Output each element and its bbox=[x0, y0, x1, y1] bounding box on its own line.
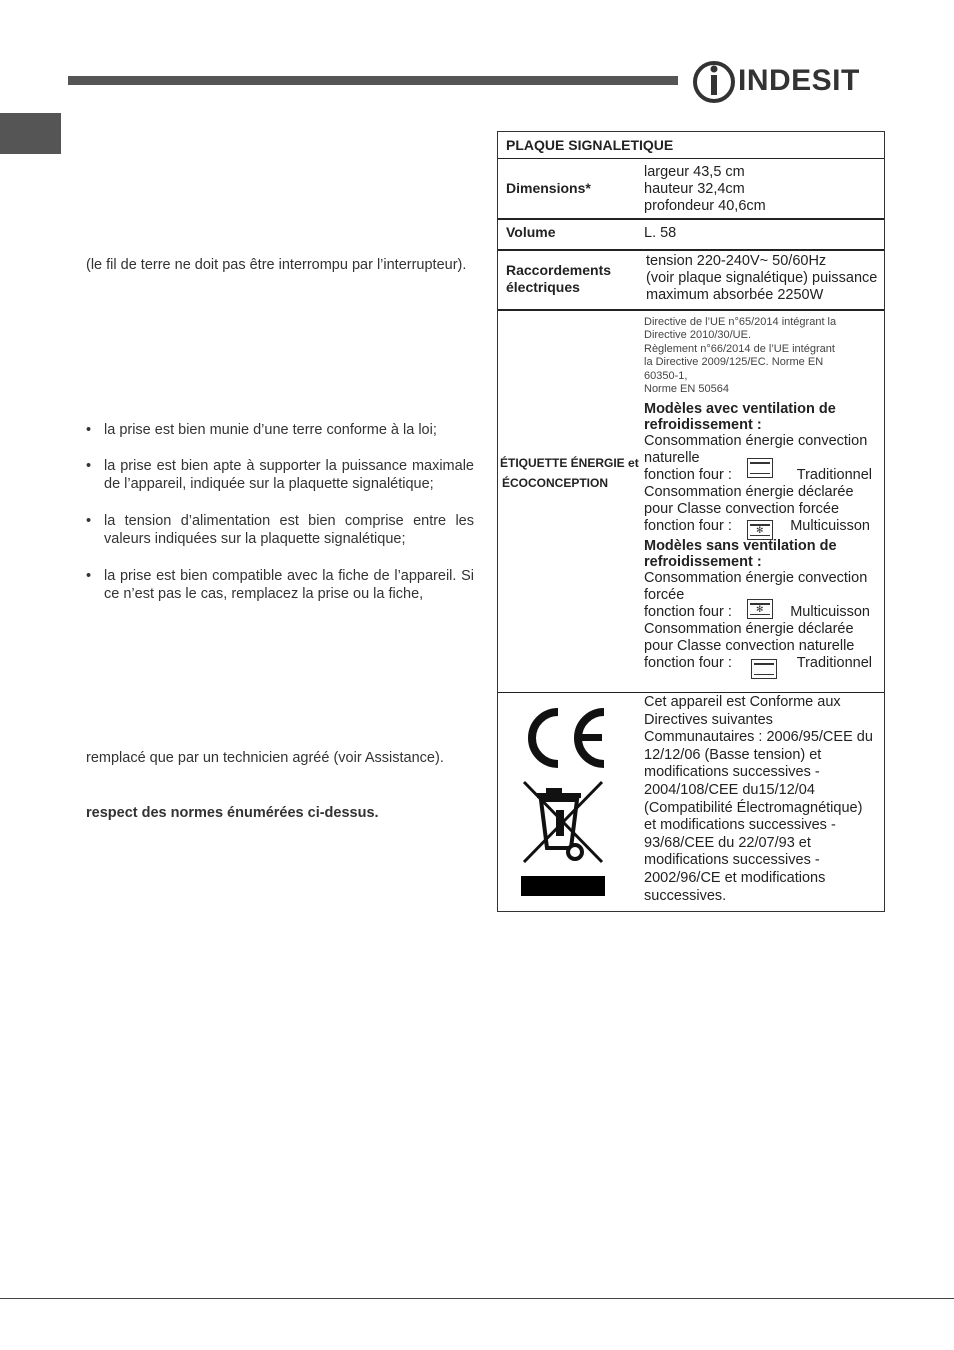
volume-label: Volume bbox=[506, 224, 556, 240]
check-item: • la prise est bien munie d’une terre conforme à la loi; bbox=[86, 421, 474, 439]
header-rule bbox=[68, 76, 678, 85]
check-item: • la prise est bien apte à supporter la puissance maximale de l’appareil, indiquée sur la plaquette signalétique; bbox=[86, 458, 474, 492]
oven-fan-icon: ✻ bbox=[747, 520, 773, 540]
dimensions-label: Dimensions* bbox=[506, 180, 591, 196]
dimensions-values: largeur 43,5 cm hauteur 32,4cm profondeur 40,6cm bbox=[644, 164, 766, 214]
logo-wordmark: INDESIT bbox=[738, 64, 860, 97]
electrical-values: tension 220-240V~ 50/60Hz (voir plaque signalétique) puissance maximum absorbée 2250W bbox=[646, 253, 878, 303]
weee-black-bar bbox=[521, 876, 605, 896]
oven-conventional-icon bbox=[747, 458, 773, 478]
logo-i-icon bbox=[692, 58, 736, 106]
oven-fan-icon: ✻ bbox=[747, 599, 773, 619]
row-divider bbox=[498, 692, 884, 693]
rating-plate-table bbox=[497, 131, 885, 912]
energy-label: ÉTIQUETTE ÉNERGIE et ÉCOCONCEPTION bbox=[500, 456, 639, 490]
check-item: • la prise est bien compatible avec la fiche de l’appareil. Si ce n’est pas le cas, remplacez la prise ou la fiche, bbox=[86, 568, 474, 602]
standards-note: respect des normes énumérées ci-dessus. bbox=[86, 805, 379, 821]
language-tab bbox=[0, 113, 61, 154]
electrical-label: Raccordements électriques bbox=[506, 262, 612, 295]
with-ventilation-block: Modèles avec ventilation de refroidissement : Consommation énergie convection naturelle fonction four : Traditionnel Consommation énergie déclarée pour Classe convection forcée fonction four : Multicuisson bbox=[644, 401, 872, 534]
ground-wire-note: (le fil de terre ne doit pas être interrompu par l’interrupteur). bbox=[86, 257, 467, 273]
oven-conventional-icon bbox=[751, 659, 777, 679]
without-ventilation-block: Modèles sans ventilation de refroidissement : Consommation énergie convection forcée fonction four : Multicuisson Consommation énergie déclarée pour Classe convection naturelle fonction four : Traditionnel bbox=[644, 538, 872, 671]
check-text: la prise est bien munie d’une terre conforme à la loi; bbox=[104, 422, 437, 438]
energy-directives: Directive de l’UE n°65/2014 intégrant la Directive 2010/30/UE. Règlement n°66/2014 de l’UE intégrant la Directive 2009/125/EC. Norme EN 60350-1, Norme EN 50564 bbox=[644, 316, 837, 396]
row-divider bbox=[498, 249, 884, 251]
volume-value: L. 58 bbox=[644, 225, 677, 241]
row-divider bbox=[498, 158, 884, 159]
ce-mark-icon bbox=[520, 706, 608, 770]
row-divider bbox=[498, 309, 884, 311]
brand-logo bbox=[692, 58, 872, 106]
table-header: PLAQUE SIGNALETIQUE bbox=[506, 137, 674, 153]
row-divider bbox=[498, 218, 884, 220]
check-text: la tension d’alimentation est bien comprise entre les valeurs indiquées sur la plaquette signalétique; bbox=[104, 513, 474, 547]
check-text: la prise est bien compatible avec la fiche de l’appareil. Si ce n’est pas le cas, remplacez la prise ou la fiche, bbox=[104, 568, 474, 602]
check-text: la prise est bien apte à supporter la puissance maximale de l’appareil, indiquée sur la plaquette signalétique; bbox=[104, 458, 474, 492]
conformity-text: Cet appareil est Conforme aux Directives suivantes Communautaires : 2006/95/CEE du 12/12/06 (Basse tension) et modifications successives - 2004/108/CEE du15/12/04 (Compatibilité Électromagnétique) et modifications successives - 93/68/CEE du 22/07/93 et modifications successives - 2002/96/CE et modifications successives. bbox=[644, 694, 873, 904]
footer-rule bbox=[0, 1298, 954, 1299]
check-item: • la tension d’alimentation est bien comprise entre les valeurs indiquées sur la plaquette signalétique; bbox=[86, 513, 474, 547]
technician-note: remplacé que par un technicien agréé (voir Assistance). bbox=[86, 750, 444, 766]
